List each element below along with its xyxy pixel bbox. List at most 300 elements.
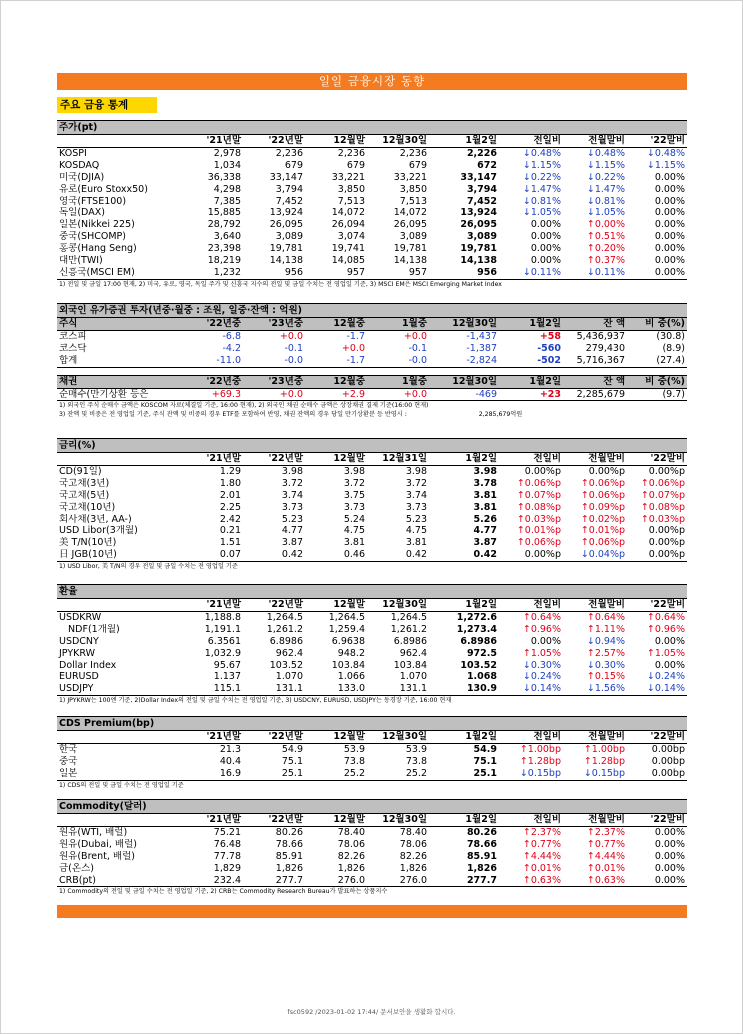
value-cell: 80.26 <box>275 826 303 838</box>
change-cell: ↓1.15% <box>586 159 625 171</box>
value-cell: 5.26 <box>473 513 497 525</box>
value-cell: 3.74 <box>405 489 427 501</box>
table-row <box>57 624 687 636</box>
change-cell: 0.00bp <box>627 768 687 780</box>
value-cell: 277.7 <box>243 875 305 887</box>
row-label: CD(91일) <box>59 465 102 477</box>
rates-table <box>57 453 687 562</box>
table-row <box>57 839 687 851</box>
header-row <box>57 814 687 826</box>
column-header: '22년중 <box>183 318 243 330</box>
fx-table <box>57 599 687 696</box>
value-cell: 2.25 <box>219 501 241 513</box>
value-cell: 6.8986 <box>393 635 427 647</box>
value-cell: 3,850 <box>337 183 365 195</box>
value-cell: 3,074 <box>337 231 365 243</box>
value-cell: 54.9 <box>473 743 497 755</box>
column-header: 12월30일 <box>367 731 429 743</box>
value-cell: 82.26 <box>399 850 427 862</box>
change-cell: ↑0.06%p <box>516 477 561 489</box>
value-cell: 78.06 <box>337 838 365 850</box>
row-label: 원유(Dubai, 배럴) <box>59 838 137 850</box>
table-row <box>57 388 687 401</box>
value-cell: 26,095 <box>460 219 497 231</box>
column-header: '21년말 <box>183 731 243 743</box>
row-label: EURUSD <box>59 671 99 683</box>
change-cell: ↑0.20% <box>586 243 625 255</box>
change-cell: ↑0.37% <box>586 255 625 267</box>
value-cell: 73.8 <box>405 755 427 767</box>
change-cell: ↑2.57% <box>586 647 625 659</box>
value-cell: 85.91 <box>275 850 303 862</box>
row-label: 순매수(만기상환 등은 <box>57 388 183 401</box>
column-header: 1월중 <box>367 318 429 330</box>
value-cell: 18,219 <box>207 255 241 267</box>
value-cell: 1,826 <box>399 862 427 874</box>
row-label: 日 JGB(10년) <box>57 549 183 561</box>
change-cell: ↑4.44% <box>586 850 625 862</box>
row-label: 코스닥 <box>59 342 87 354</box>
row-label: 美 T/N(10년) <box>59 537 117 549</box>
rates-section <box>57 438 687 571</box>
column-header: 1월2일 <box>429 814 499 826</box>
change-cell: ↓0.24% <box>646 671 685 683</box>
rates-title: 금리(%) <box>57 438 687 453</box>
value-cell: 1,261.2 <box>390 623 427 635</box>
column-header <box>57 599 183 611</box>
value-cell: 3.87 <box>473 537 497 549</box>
value-cell: 19,781 <box>393 243 427 255</box>
column-header: 전일비 <box>499 453 563 465</box>
value-cell: -11.0 <box>183 355 243 367</box>
value-cell: 33,221 <box>393 171 427 183</box>
column-header: 주식 <box>57 318 183 330</box>
value-cell: 1,034 <box>213 159 241 171</box>
value-cell: 14,138 <box>269 255 303 267</box>
table-row <box>57 826 687 838</box>
row-label: 국고채(10년) <box>59 501 116 513</box>
value-cell: +23 <box>499 388 563 401</box>
change-cell: ↑1.00bp <box>583 743 625 755</box>
change-cell: ↓0.30% <box>586 659 625 671</box>
change-cell: ↑0.63% <box>563 875 627 887</box>
value-cell: 3.73 <box>343 501 365 513</box>
value-cell: 962.4 <box>275 647 303 659</box>
value-cell: 7,452 <box>466 195 497 207</box>
change-cell: ↓0.22% <box>586 171 625 183</box>
value-cell: 78.40 <box>399 826 427 838</box>
value-cell: 54.9 <box>281 743 303 755</box>
column-header: 12월30일 <box>367 814 429 826</box>
column-header: 전일비 <box>499 599 563 611</box>
column-header: '22년중 <box>183 375 243 388</box>
row-label: 회사채(3년, AA-) <box>59 513 132 525</box>
table-row <box>57 343 687 355</box>
value-cell: 78.66 <box>275 838 303 850</box>
change-cell: ↑0.64% <box>646 611 685 623</box>
commodity-table <box>57 814 687 887</box>
value-cell: 3.98 <box>405 465 427 477</box>
cds-table <box>57 731 687 781</box>
table-row <box>57 683 687 695</box>
header-row <box>57 599 687 611</box>
column-header: '22년말 <box>243 599 305 611</box>
column-header: 잔 액 <box>563 318 627 330</box>
change-cell: ↑0.96% <box>646 623 685 635</box>
value-cell: 7,385 <box>213 195 241 207</box>
value-cell: 2,285,679 <box>563 388 627 401</box>
column-header: 12월말 <box>305 599 367 611</box>
column-header: 1월2일 <box>429 453 499 465</box>
change-cell: ↓0.48% <box>646 147 685 159</box>
value-cell: -2,824 <box>429 355 499 367</box>
value-cell: 3.81 <box>405 537 427 549</box>
value-cell: 3.75 <box>343 489 365 501</box>
value-cell: 16.9 <box>183 768 243 780</box>
value-cell: 75.21 <box>213 826 241 838</box>
column-header <box>57 814 183 826</box>
table-row <box>57 611 687 623</box>
column-header: 1월2일 <box>429 731 499 743</box>
value-cell: 80.26 <box>466 826 497 838</box>
column-header: 12월말 <box>305 453 367 465</box>
section-subtitle: 주요 금융 통계 <box>57 97 157 113</box>
value-cell: -560 <box>537 342 561 354</box>
value-cell: 3,640 <box>213 231 241 243</box>
change-cell: ↑2.37% <box>586 826 625 838</box>
row-label: 국고채(3년) <box>59 477 110 489</box>
table-row <box>57 743 687 755</box>
value-cell: 1,273.4 <box>456 623 497 635</box>
table-row <box>57 525 687 537</box>
change-cell: ↑0.09%p <box>580 501 625 513</box>
row-label: 일본 <box>57 768 183 780</box>
table-row <box>57 219 687 231</box>
value-cell: +69.3 <box>183 388 243 401</box>
value-cell: 5.23 <box>281 513 303 525</box>
change-cell: 0.00% <box>654 171 685 183</box>
value-cell: 1.29 <box>219 465 241 477</box>
column-header: 전월말비 <box>563 453 627 465</box>
change-cell: ↓0.04%p <box>563 549 627 561</box>
row-label: 독일(DAX) <box>59 207 105 219</box>
change-cell: ↓0.30% <box>522 659 561 671</box>
value-cell: 2.01 <box>219 489 241 501</box>
table-row <box>57 160 687 172</box>
change-cell: ↑1.00bp <box>519 743 561 755</box>
table-row <box>57 478 687 490</box>
row-label: USDCNY <box>59 635 99 647</box>
value-cell: 23,398 <box>207 243 241 255</box>
column-header: 채권 <box>57 375 183 388</box>
value-cell: 1,032.9 <box>204 647 241 659</box>
change-cell: 0.00% <box>654 659 685 671</box>
value-cell: 131.1 <box>367 683 429 695</box>
row-label: 대만(TWI) <box>59 255 103 267</box>
row-label: USDJPY <box>57 683 183 695</box>
value-cell: 672 <box>477 159 497 171</box>
value-cell: 14,138 <box>460 255 497 267</box>
change-cell: ↑0.00% <box>586 219 625 231</box>
foreign-note-2-value: 2,285,679억원 <box>478 411 523 419</box>
commodity-title: Commodity(달러) <box>57 799 687 814</box>
stocks-section <box>57 120 687 289</box>
change-cell: ↑0.01%p <box>580 525 625 537</box>
value-cell: 2,226 <box>466 147 497 159</box>
value-cell: 2,236 <box>337 147 365 159</box>
change-cell: ↓0.22% <box>522 171 561 183</box>
value-cell: 14,085 <box>331 255 365 267</box>
value-cell: 7,513 <box>337 195 365 207</box>
change-cell: 0.00% <box>627 267 687 279</box>
value-cell: 36,338 <box>207 171 241 183</box>
value-cell: 1,264.5 <box>328 611 365 623</box>
value-cell: -0.0 <box>243 355 305 367</box>
value-cell: 3.81 <box>343 537 365 549</box>
value-cell: 4.77 <box>281 525 303 537</box>
table-row <box>57 147 687 159</box>
value-cell: 279,430 <box>585 342 625 354</box>
value-cell: 85.91 <box>466 850 497 862</box>
column-header: '22말비 <box>627 814 687 826</box>
value-cell: 7,513 <box>399 195 427 207</box>
column-header <box>57 135 183 147</box>
change-cell: 0.00% <box>654 207 685 219</box>
value-cell: 5,436,937 <box>576 330 625 342</box>
change-cell: 0.00% <box>654 850 685 862</box>
value-cell: 3,089 <box>275 231 303 243</box>
change-cell: ↑0.77% <box>586 838 625 850</box>
value-cell: 15,885 <box>207 207 241 219</box>
column-header: 12월30일 <box>429 318 499 330</box>
value-cell: 3.73 <box>281 501 303 513</box>
cds-section <box>57 716 687 790</box>
column-header: '21년말 <box>183 135 243 147</box>
table-row <box>57 196 687 208</box>
value-cell: 948.2 <box>337 647 365 659</box>
value-cell: 3.72 <box>405 477 427 489</box>
change-cell: ↑0.51% <box>586 231 625 243</box>
table-row <box>57 514 687 526</box>
value-cell: 1,826 <box>466 862 497 874</box>
value-cell: 1.51 <box>219 537 241 549</box>
header-row <box>57 135 687 147</box>
value-cell: 3.72 <box>343 477 365 489</box>
value-cell: 6.3561 <box>207 635 241 647</box>
stocks-title: 주가(pt) <box>57 120 687 135</box>
foreign-note-2-text: 3) 잔액 및 비중은 전 영업일 기준, 주식 잔액 및 비중의 경우 ETF를 포함하여 반영, 채권 잔액의 경우 당일 만기상환분 등 반영시 : <box>59 411 407 419</box>
row-label: 영국(FTSE100) <box>59 195 127 207</box>
value-cell: -4.2 <box>222 342 241 354</box>
value-cell: +0.0 <box>403 330 427 342</box>
value-cell: 14,072 <box>393 207 427 219</box>
value-cell: 21.3 <box>219 743 241 755</box>
cds-note: 1) CDS의 전일 및 금일 수치는 전 영업일 기준 <box>59 781 184 789</box>
column-header: 1월2일 <box>429 599 499 611</box>
table-row <box>57 267 687 279</box>
change-cell: ↑1.05% <box>646 647 685 659</box>
column-header: '21년말 <box>183 453 243 465</box>
change-cell: ↑1.11% <box>586 623 625 635</box>
value-cell: 5.24 <box>343 513 365 525</box>
value-cell: 4.77 <box>473 525 497 537</box>
value-cell: -1.7 <box>305 355 367 367</box>
table-row <box>57 863 687 875</box>
column-header: 12월말 <box>305 135 367 147</box>
change-cell: 0.00bp <box>651 743 685 755</box>
value-cell: 0.42 <box>367 549 429 561</box>
value-cell: (30.8) <box>656 330 685 342</box>
foreign-stock-table <box>57 318 687 368</box>
change-cell: 0.00% <box>530 255 561 267</box>
value-cell: 3.78 <box>473 477 497 489</box>
value-cell: 3.81 <box>473 501 497 513</box>
table-row <box>57 549 687 561</box>
value-cell: 1.066 <box>337 671 365 683</box>
change-cell: ↓0.81% <box>522 195 561 207</box>
value-cell: 78.66 <box>466 838 497 850</box>
value-cell: 1.068 <box>466 671 497 683</box>
table-row <box>57 465 687 477</box>
column-header: 전월말비 <box>563 599 627 611</box>
value-cell: 1,261.2 <box>266 623 303 635</box>
row-label: 원유(WTI, 배럴) <box>59 826 128 838</box>
change-cell: 0.00%p <box>524 465 561 477</box>
change-cell: 0.00% <box>654 231 685 243</box>
column-header: '23년중 <box>243 375 305 388</box>
change-cell: ↑1.28bp <box>519 755 561 767</box>
header-row <box>57 731 687 743</box>
value-cell: 33,221 <box>331 171 365 183</box>
column-header: 비 중(%) <box>627 318 687 330</box>
change-cell: 0.00% <box>627 875 687 887</box>
change-cell: 0.00% <box>530 635 561 647</box>
value-cell: 1,191.1 <box>204 623 241 635</box>
table-row <box>57 355 687 367</box>
row-label: 신흥국(MSCI EM) <box>57 267 183 279</box>
value-cell: 962.4 <box>399 647 427 659</box>
value-cell: 77.78 <box>213 850 241 862</box>
table-row <box>57 490 687 502</box>
column-header: '22말비 <box>627 135 687 147</box>
change-cell: ↓0.48% <box>522 147 561 159</box>
rates-note: 1) USD Libor, 美 T/N의 경우 전일 및 금일 수치는 전 영업일 기준 <box>59 563 238 571</box>
value-cell: 1,829 <box>213 862 241 874</box>
value-cell: 3.72 <box>281 477 303 489</box>
value-cell: 0.42 <box>243 549 305 561</box>
table-row <box>57 648 687 660</box>
value-cell: 3,794 <box>466 183 497 195</box>
table-row <box>57 231 687 243</box>
table-row <box>57 671 687 683</box>
commodity-section <box>57 799 687 896</box>
value-cell: 2,236 <box>399 147 427 159</box>
value-cell: -469 <box>429 388 499 401</box>
value-cell: 82.26 <box>337 850 365 862</box>
row-label: 코스피 <box>59 330 87 342</box>
table-row <box>57 756 687 768</box>
change-cell: ↓0.11% <box>563 267 627 279</box>
value-cell: 26,095 <box>269 219 303 231</box>
header-row <box>57 453 687 465</box>
value-cell: 103.84 <box>393 659 427 671</box>
value-cell: 14,072 <box>331 207 365 219</box>
fx-title: 환율 <box>57 584 687 599</box>
change-cell: ↓0.94% <box>586 635 625 647</box>
row-label: 홍콩(Hang Seng) <box>59 243 137 255</box>
change-cell: 0.00% <box>654 826 685 838</box>
column-header: 전월말비 <box>563 731 627 743</box>
change-cell: 0.00% <box>530 219 561 231</box>
table-row <box>57 184 687 196</box>
table-row <box>57 207 687 219</box>
value-cell: +2.9 <box>305 388 367 401</box>
foreign-bond-table <box>57 375 687 402</box>
column-header: 1월2일 <box>499 318 563 330</box>
column-header: 비 중(%) <box>627 375 687 388</box>
value-cell: 13,924 <box>269 207 303 219</box>
row-label: KOSDAQ <box>59 159 100 171</box>
value-cell: 2,236 <box>275 147 303 159</box>
change-cell: 0.00%p <box>588 465 625 477</box>
value-cell: 25.2 <box>367 768 429 780</box>
value-cell: 1,826 <box>337 862 365 874</box>
value-cell: 6.8986 <box>269 635 303 647</box>
header-row <box>57 318 687 330</box>
table-row <box>57 660 687 672</box>
value-cell: 133.0 <box>305 683 367 695</box>
fx-section <box>57 584 687 705</box>
change-cell: 0.00% <box>530 231 561 243</box>
change-cell: ↑0.06%p <box>580 489 625 501</box>
fx-note: 1) JPYKRW는 100엔 기준, 2)Dollar Index의 전일 및 금일 수치는 전 영업일 기준, 3) USDCNY, EURUSD, USDJPY는 동경장 기준, 16:00 현재 <box>59 697 452 705</box>
value-cell: 4.75 <box>405 525 427 537</box>
value-cell: 4,298 <box>213 183 241 195</box>
change-cell: 0.00% <box>530 243 561 255</box>
table-row <box>57 172 687 184</box>
value-cell: 7,452 <box>275 195 303 207</box>
value-cell: 130.9 <box>429 683 499 695</box>
value-cell: 53.9 <box>343 743 365 755</box>
cds-title: CDS Premium(bp) <box>57 716 687 731</box>
value-cell: 3.98 <box>281 465 303 477</box>
change-cell: ↓0.48% <box>586 147 625 159</box>
value-cell: 73.8 <box>343 755 365 767</box>
column-header: 12월30일 <box>367 599 429 611</box>
value-cell: 19,781 <box>269 243 303 255</box>
row-label: 국고채(5년) <box>59 489 110 501</box>
change-cell: ↑0.01% <box>522 862 561 874</box>
value-cell: 3.73 <box>405 501 427 513</box>
change-cell: ↑1.28bp <box>583 755 625 767</box>
value-cell: 103.84 <box>331 659 365 671</box>
column-header: 12월30일 <box>429 375 499 388</box>
value-cell: 115.1 <box>183 683 243 695</box>
change-cell: 0.00%p <box>499 549 563 561</box>
column-header: 잔 액 <box>563 375 627 388</box>
row-label: USDKRW <box>59 611 102 623</box>
value-cell: 1,264.5 <box>266 611 303 623</box>
table-row <box>57 768 687 780</box>
value-cell: 972.5 <box>466 647 497 659</box>
value-cell: 3.87 <box>281 537 303 549</box>
value-cell: 26,095 <box>393 219 427 231</box>
column-header: 12월31일 <box>367 453 429 465</box>
change-cell: ↓0.14% <box>627 683 687 695</box>
change-cell: 0.00% <box>654 183 685 195</box>
change-cell: ↑4.44% <box>522 850 561 862</box>
foreign-note-2 <box>57 410 687 419</box>
